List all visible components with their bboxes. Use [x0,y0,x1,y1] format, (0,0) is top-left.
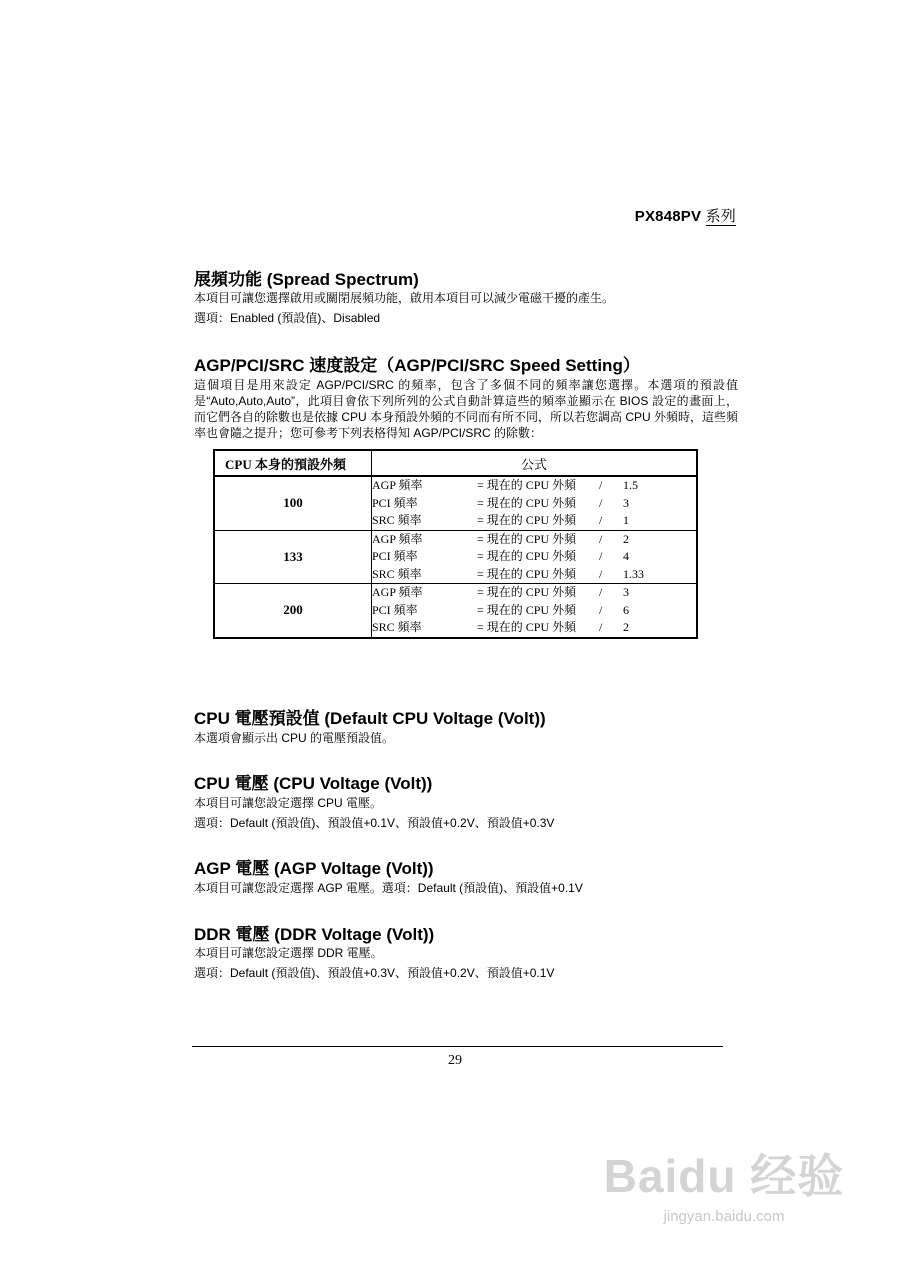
divide-sign: / [599,495,603,510]
divide-sign: / [599,620,603,634]
cpu-clock-cell: 133 [214,530,372,584]
divider-value: 3 [623,585,629,599]
default-cpu-voltage-title: CPU 電壓預設值 (Default CPU Voltage (Volt)) [194,709,546,728]
ddr-voltage-options: 選項：Default (預設值)、預設值+0.3V、預設值+0.2V、預設值+0.1V [194,966,555,980]
formula-row [372,477,696,495]
ddr-voltage-title: DDR 電壓 (DDR Voltage (Volt)) [194,925,435,944]
freq-equation: = 現在的 CPU 外頻 [477,478,577,492]
speed-setting-title: AGP/PCI/SRC 速度設定（AGP/PCI/SRC Speed Setting） [194,356,640,375]
watermark-logo: Baidu 经验 [603,1150,845,1202]
default-cpu-voltage-desc: 本選項會顯示出 CPU 的電壓預設值。 [194,731,395,745]
agp-voltage-desc: 本項目可讓您設定選擇 AGP 電壓。選項：Default (預設值)、預設值+0.1V [194,881,583,895]
divider-value: 1.5 [623,478,638,492]
agp-voltage-title: AGP 電壓 (AGP Voltage (Volt)) [194,859,434,878]
divide-sign: / [599,513,603,527]
footer-divider [192,1046,723,1047]
divider-value: 2 [623,620,629,634]
formula-row [372,531,696,549]
divider-value: 4 [623,549,629,563]
formula-cell [372,530,698,584]
freq-name: PCI 頻率 [372,549,418,563]
series-header [600,205,736,226]
divider-value: 3 [623,495,629,510]
watermark [584,1140,864,1225]
formula-row [372,602,696,620]
cpu-voltage-options: 選項：Default (預設值)、預設值+0.1V、預設值+0.2V、預設值+0.3V [194,816,555,830]
freq-name: AGP 頻率 [372,478,423,492]
watermark-url: jingyan.baidu.com [663,1208,785,1225]
freq-name: SRC 頻率 [372,566,422,581]
divide-sign: / [599,566,603,581]
spread-spectrum-desc: 本項目可讓您選擇啟用或關閉展頻功能，啟用本項目可以減少電磁干擾的產生。 [194,291,615,305]
freq-equation: = 現在的 CPU 外頻 [477,513,577,527]
cpu-clock-cell: 200 [214,584,372,638]
freq-equation: = 現在的 CPU 外頻 [477,602,577,617]
divider-value: 6 [623,602,629,617]
formula-row [372,512,696,530]
table-row [214,530,697,584]
freq-name: SRC 頻率 [372,620,422,634]
header-cpu-clock: CPU 本身的預設外頻 [214,450,372,476]
divide-sign: / [599,531,603,546]
spread-spectrum-title: 展頻功能 (Spread Spectrum) [194,270,419,289]
freq-equation: = 現在的 CPU 外頻 [477,531,577,546]
formula-row [372,495,696,513]
divider-table [213,449,698,639]
divide-sign: / [599,602,603,617]
series-suffix: 系列 [705,208,736,225]
freq-equation: = 現在的 CPU 外頻 [477,549,577,563]
table-row [214,476,697,530]
freq-equation: = 現在的 CPU 外頻 [477,495,577,510]
formula-cell [372,476,698,530]
formula-row [372,548,696,566]
divider-value: 1.33 [623,566,644,581]
ddr-voltage-desc: 本項目可讓您設定選擇 DDR 電壓。 [194,946,383,960]
freq-name: AGP 頻率 [372,585,423,599]
freq-name: PCI 頻率 [372,602,418,617]
freq-equation: = 現在的 CPU 外頻 [477,566,577,581]
table-header-row [214,450,697,476]
cpu-voltage-title: CPU 電壓 (CPU Voltage (Volt)) [194,774,433,793]
speed-setting-desc: 這個項目是用來設定 AGP/PCI/SRC 的頻率，包含了多個不同的頻率讓您選擇。本選項的預設值是“Auto,Auto,Auto”，此項目會依下列所列的公式自動計算這些的頻率並顯示在 BIOS 設定的畫面上，而它們各自的除數也是依據 CPU 本身預設外頻的不同而有所不同，所以若您調高 CPU 外頻時，這些頻率也會隨之提升；您可參考下列表格得知 AGP/PCI/SRC 的除數： [194,378,739,440]
divide-sign: / [599,478,603,492]
table-row [214,584,697,638]
formula-row [372,566,696,584]
formula-cell [372,584,698,638]
divide-sign: / [599,549,603,563]
formula-row [372,619,696,637]
page-number: 29 [448,1053,462,1068]
header-formula: 公式 [372,450,698,476]
freq-name: PCI 頻率 [372,495,418,510]
divide-sign: / [599,585,603,599]
freq-name: SRC 頻率 [372,513,422,527]
freq-equation: = 現在的 CPU 外頻 [477,585,577,599]
formula-row [372,584,696,602]
cpu-voltage-desc: 本項目可讓您設定選擇 CPU 電壓。 [194,796,383,810]
cpu-clock-cell: 100 [214,476,372,530]
divider-value: 2 [623,531,629,546]
divider-value: 1 [623,513,629,527]
freq-equation: = 現在的 CPU 外頻 [477,620,577,634]
freq-name: AGP 頻率 [372,531,423,546]
spread-spectrum-options: 選項：Enabled (預設值)、Disabled [194,311,381,325]
series-model: PX848PV [634,208,702,225]
